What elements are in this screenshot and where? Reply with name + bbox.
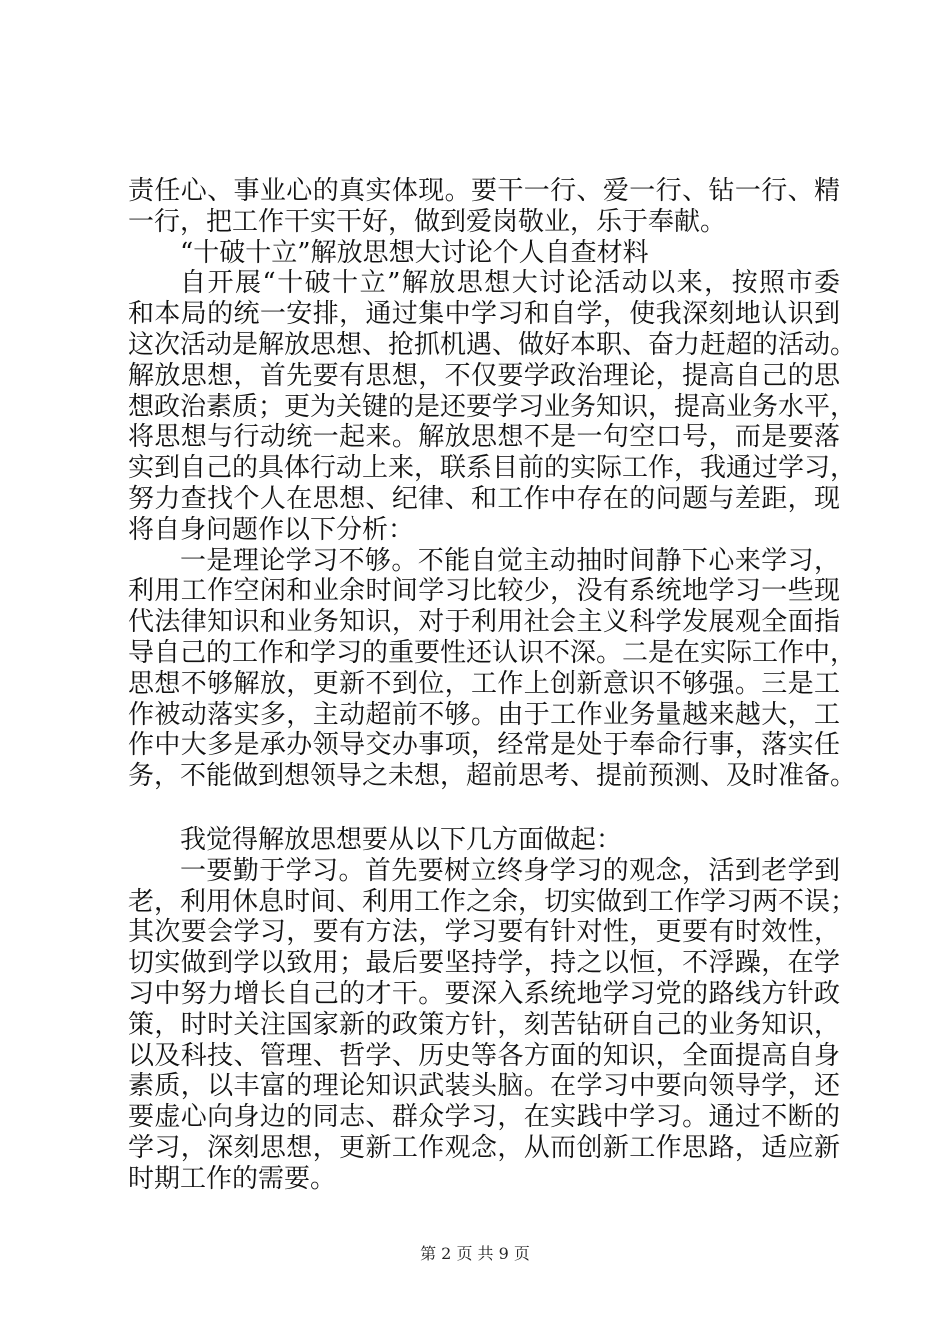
page-footer: 第 2 页 共 9 页 <box>420 1244 530 1263</box>
text-line: 我觉得解放思想要从以下几方面做起： <box>180 824 623 855</box>
text-line: 解放思想，首先要有思想，不仅要学政治理论，提高自己的思 <box>128 360 840 391</box>
paragraph <box>128 238 840 269</box>
text-line: 将思想与行动统一起来。解放思想不是一句空口号，而是要落 <box>128 422 840 453</box>
paragraph <box>128 176 840 238</box>
paragraph <box>128 855 857 1195</box>
text-line: 这次活动是解放思想、抢抓机遇、做好本职、奋力赶超的活动。 <box>128 329 857 360</box>
text-line: 切实做到学以致用；最后要坚持学，持之以恒，不浮躁，在学 <box>128 948 840 979</box>
text-line: 学习，深刻思想，更新工作观念，从而创新工作思路，适应新 <box>128 1132 840 1163</box>
text-line: 务，不能做到想领导之未想，超前思考、提前预测、及时准备。 <box>128 761 857 792</box>
text-line: 导自己的工作和学习的重要性还认识不深。二是在实际工作中， <box>128 637 857 668</box>
text-line: 将自身问题作以下分析： <box>128 514 415 545</box>
text-line: 实到自己的具体行动上来，联系目前的实际工作，我通过学习， <box>128 453 857 484</box>
text-line: 作被动落实多，主动超前不够。由于工作业务量越来越大，工 <box>128 699 840 730</box>
paragraph <box>128 545 857 792</box>
text-line: 以及科技、管理、哲学、历史等各方面的知识，全面提高自身 <box>128 1040 840 1071</box>
text-line: 素质，以丰富的理论知识武装头脑。在学习中要向领导学，还 <box>128 1071 840 1102</box>
text-line: 时期工作的需要。 <box>128 1163 337 1194</box>
document-body <box>128 176 857 1195</box>
text-line: 利用工作空闲和业余时间学习比较少，没有系统地学习一些现 <box>128 576 840 607</box>
paragraph <box>128 825 840 856</box>
text-line: 思想不够解放，更新不到位，工作上创新意识不够强。三是工 <box>128 668 840 699</box>
text-line: 要虚心向身边的同志、群众学习，在实践中学习。通过不断的 <box>128 1102 840 1133</box>
text-line: 责任心、事业心的真实体现。要干一行、爱一行、钻一行、精 <box>128 176 840 206</box>
text-line: 作中大多是承办领导交办事项，经常是处于奉命行事，落实任 <box>128 730 840 761</box>
text-line: 代法律知识和业务知识，对于利用社会主义科学发展观全面指 <box>128 607 840 638</box>
text-line: 想政治素质；更为关键的是还要学习业务知识，提高业务水平， <box>128 391 857 422</box>
paragraph <box>128 268 857 545</box>
text-line: 其次要会学习，要有方法，学习要有针对性，更要有时效性， <box>128 917 840 948</box>
text-line: “十破十立”解放思想大讨论个人自查材料 <box>180 237 649 268</box>
text-line: 老，利用休息时间、利用工作之余，切实做到工作学习两不误； <box>128 886 857 917</box>
text-line: 自开展“十破十立”解放思想大讨论活动以来，按照市委 <box>180 268 840 299</box>
text-line: 一行，把工作干实干好，做到爱岗敬业，乐于奉献。 <box>128 206 727 237</box>
text-line: 策，时时关注国家新的政策方针，刻苦钻研自己的业务知识， <box>128 1009 840 1040</box>
text-line: 一是理论学习不够。不能自觉主动抽时间静下心来学习， <box>180 545 840 576</box>
text-line: 一要勤于学习。首先要树立终身学习的观念，活到老学到 <box>180 855 840 886</box>
text-line: 和本局的统一安排，通过集中学习和自学，使我深刻地认识到 <box>128 299 840 330</box>
paragraph-spacer <box>128 792 840 825</box>
text-line: 习中努力增长自己的才干。要深入系统地学习党的路线方针政 <box>128 978 840 1009</box>
text-line: 努力查找个人在思想、纪律、和工作中存在的问题与差距，现 <box>128 483 840 514</box>
